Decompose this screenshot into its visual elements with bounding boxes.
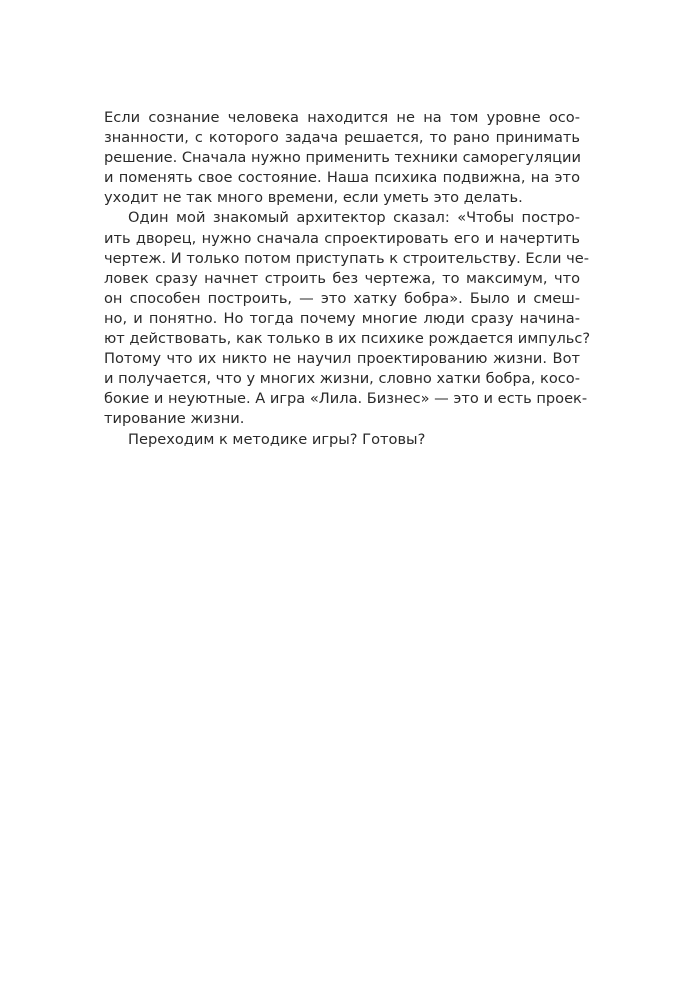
paragraph bbox=[104, 208, 591, 429]
text-line: он способен построить, — это хатку бобра». Было и смеш- bbox=[104, 289, 580, 307]
text-line: знанности, с которого задача решается, то рано принимать bbox=[104, 129, 580, 147]
body-text bbox=[104, 108, 591, 450]
text-line: решение. Сначала нужно применить техники саморегуляции bbox=[104, 149, 582, 167]
paragraph bbox=[104, 430, 580, 450]
text-line: уходит не так много времени, если уметь это делать. bbox=[104, 189, 523, 207]
text-line: ют действовать, как только в их психике рождается импульс? bbox=[104, 330, 591, 348]
text-line: чертеж. И только потом приступать к строительству. Если че- bbox=[104, 249, 589, 267]
text-line: но, и понятно. Но тогда почему многие люди сразу начина- bbox=[104, 309, 580, 327]
text-line: Потому что их никто не научил проектированию жизни. Вот bbox=[104, 350, 580, 368]
text-line: ловек сразу начнет строить без чертежа, то максимум, что bbox=[104, 269, 580, 287]
text-line: и поменять свое состояние. Наша психика подвижна, на это bbox=[104, 169, 580, 187]
text-line: ить дворец, нужно сначала спроектировать его и начертить bbox=[104, 229, 580, 247]
text-line: Если сознание человека находится не на том уровне осо- bbox=[104, 109, 580, 126]
text-line: бокие и неуютные. А игра «Лила. Бизнес» — это и есть проек- bbox=[104, 390, 588, 408]
text-line: тирование жизни. bbox=[104, 410, 245, 428]
paragraph bbox=[104, 108, 580, 208]
text-line: Переходим к методике игры? Готовы? bbox=[128, 430, 426, 448]
text-line: Один мой знакомый архитектор сказал: «Чтобы постро- bbox=[128, 209, 580, 227]
text-line: и получается, что у многих жизни, словно хатки бобра, косо- bbox=[104, 370, 580, 388]
